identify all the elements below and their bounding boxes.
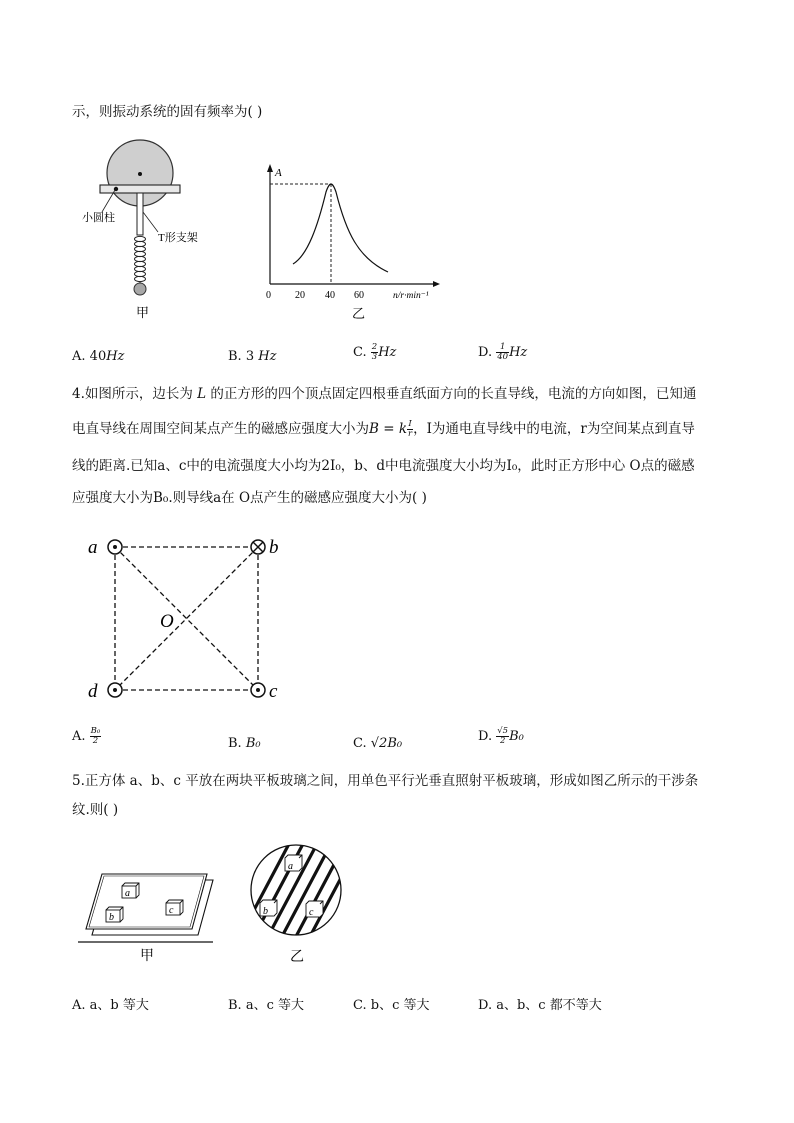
q4-option-d[interactable]: D. $\frac{√5}{2}$ B₀ [478,726,524,746]
q4-stem-line3: 线的距离.已知a、c中的电流强度大小均为2I₀，b、d中电流强度大小均为I₀，此时正方形中心 O点的磁感 [72,458,695,474]
svg-text:a: a [125,888,130,899]
cube-a [285,855,302,872]
fraction: $\frac{1}{40}$ [497,342,509,362]
tick-0: 0 [266,290,271,301]
label-d: d [88,681,98,702]
fringe-lines [248,828,348,968]
x-axis-label: n/r·min⁻¹ [393,291,429,301]
q5-option-b[interactable]: B. a、c 等大 [228,998,304,1013]
label-c: c [269,681,278,702]
hanging-ball [134,283,146,295]
svg-text:c: c [309,907,314,918]
y-axis-arrow [267,164,273,172]
caption-jia: 甲 [136,305,150,320]
spring [135,236,146,281]
caption-yi: 乙 [352,306,366,321]
q4-stem-line1: 4.如图所示，边长为 L 的正方形的四个顶点固定四根垂直纸面方向的长直导线，电流的方向如图，已知通 [72,386,697,402]
q4-option-a[interactable]: A. $\frac{\text{B₀}}{2}$ [72,726,101,746]
svg-text:b: b [109,912,114,923]
fraction: $\frac{\text{B₀}}{2}$ [90,726,101,746]
q3-figure-yi-resonance-curve [258,160,458,325]
fraction: $\frac{2}{3}$ [371,342,378,362]
label-o: O [160,611,174,632]
q5-option-d[interactable]: D. a、b、c 都不等大 [478,998,602,1013]
q5-figure-jia-glass-plates [78,860,228,970]
cube-b [260,900,277,917]
q4-option-c[interactable]: C. √2B₀ [353,736,403,751]
t-bracket-bar [100,185,180,193]
svg-text:a: a [288,861,293,872]
tick-20: 20 [295,290,305,301]
q4-stem-line4: 应强度大小为B₀.则导线a在 O点产生的磁感应强度大小为( ) [72,490,427,506]
caption-yi: 乙 [290,950,304,965]
q3-figure-jia [70,138,240,328]
q5-figure-yi-interference-fringes [248,828,348,968]
q3-option-a[interactable]: A. 40Hz [72,349,125,364]
tick-60: 60 [354,290,364,301]
disc-center-dot [138,172,142,176]
label-b: b [269,537,279,558]
q4-option-b[interactable]: B. B₀ [228,736,261,751]
formula-fraction: $\frac{I}{r}$ [408,419,413,439]
q3-option-b[interactable]: B. 3 Hz [228,349,277,364]
tick-40: 40 [325,290,335,301]
caption-jia: 甲 [140,949,154,964]
cube-c [306,901,323,918]
t-bracket-label: T形支架 [158,232,198,244]
q3-option-c[interactable]: C. $\frac{2}{3}$ Hz [353,342,397,362]
fraction: $\frac{√5}{2}$ [497,726,509,746]
q4-stem-line2: 电直导线在周围空间某点产生的磁感应强度大小为B = k $\frac{I}{r}$ ，I为通电直导线中的电流，r为空间某点到直导 [72,419,695,439]
q3-option-d[interactable]: D. $\frac{1}{40}$ Hz [478,342,528,362]
label-a: a [88,537,98,558]
q5-stem-line2: 纹.则( ) [72,802,119,818]
upper-glass-plate [86,874,207,929]
svg-text:c: c [169,905,174,916]
resonance-curve [293,184,388,272]
q5-stem-line1: 5.正方体 a、b、c 平放在两块平板玻璃之间，用单色平行光垂直照射平板玻璃，形成如图乙所示的干涉条 [72,773,699,789]
y-axis-label: A [275,167,282,179]
small-cylinder-label: 小圆柱 [82,212,115,224]
q4-figure-square-wires [80,530,300,710]
svg-text:b: b [263,906,268,917]
bracket-leader [143,212,158,232]
q5-option-a[interactable]: A. a、b 等大 [72,998,149,1013]
t-bracket-stem [137,193,143,235]
q3-stem-tail: 示，则振动系统的固有频率为( ) [72,104,263,120]
q5-option-c[interactable]: C. b、c 等大 [353,998,430,1013]
x-axis-arrow [433,281,440,287]
